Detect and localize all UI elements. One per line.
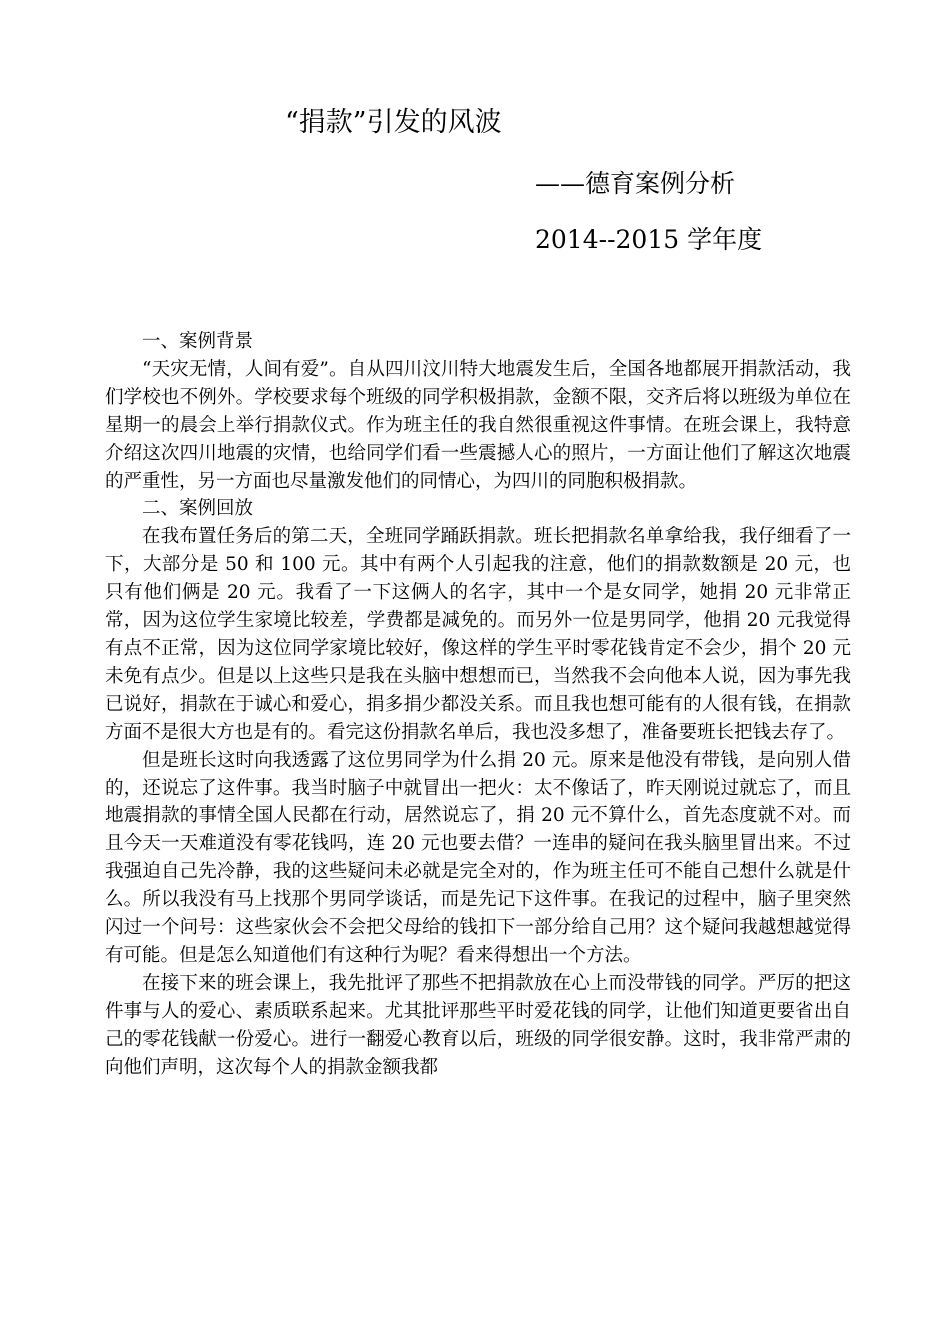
review-paragraph-2: 但是班长这时向我透露了这位男同学为什么捐 20 元。原来是他没有带钱，是向别人借的，还说忘了这件事。我当时脑子中就冒出一把火：太不像话了，昨天刚说过就忘了，而且地震捐款的事情全国人民都在行动，居然说忘了，捐 20 元不算什么，首先态度就不对。而且今天一天难道没有零花钱吗，连 20 元也要去借？一连串的疑问在我头脑里冒出来。不过我强迫自己先冷静，我的这些疑问未必就是完全对的，作为班主任可不能自己想什么就是什么。所以我没有马上找那个男同学谈话，而是先记下这件事。在我记的过程中，脑子里突然闪过一个问号：这些家伙会不会把父母给的钱扣下一部分给自己用？这个疑问我越想越觉得有可能。但是怎么知道他们有这种行为呢？看来得想出一个方法。: [105, 749, 851, 966]
section-heading-review: 二、案例回放: [142, 498, 254, 520]
document-body: [105, 328, 851, 1081]
document-title: “捐款”引发的风波: [285, 107, 502, 138]
review-paragraph-3: 在接下来的班会课上，我先批评了那些不把捐款放在心上而没带钱的同学。严厉的把这件事与人的爱心、素质联系起来。尤其批评那些平时爱花钱的同学，让他们知道更要省出自己的零花钱献一份爱心。进行一翻爱心教育以后，班级的同学很安静。这时，我非常严肃的向他们声明，这次每个人的捐款金额我都: [105, 972, 851, 1078]
background-paragraph: “天灾无情，人间有爱”。自从四川汶川特大地震发生后，全国各地都展开捐款活动，我们学校也不例外。学校要求每个班级的同学积极捐款，金额不限，交齐后将以班级为单位在星期一的晨会上举行捐款仪式。作为班主任的我自然很重视这件事情。在班会课上，我特意介绍这次四川地震的灾情，也给同学们看一些震撼人心的照片，一方面让他们了解这次地震的严重性，另一方面也尽量激发他们的同情心，为四川的同胞积极捐款。: [105, 358, 851, 492]
section-heading-background: 一、案例背景: [142, 331, 254, 352]
document-subtitle: ——德育案例分析: [535, 169, 736, 198]
review-paragraph-1: 在我布置任务后的第二天，全班同学踊跃捐款。班长把捐款名单拿给我，我仔细看了一下，大部分是 50 和 100 元。其中有两个人引起我的注意，他们的捐款数额是 20 元，也只有他们俩是 20 元。我看了一下这俩人的名字，其中一个是女同学，她捐 20 元非常正常，因为这位学生家境比较差，学费都是减免的。而另外一位是男同学，他捐 20 元我觉得有点不正常，因为这位同学家境比较好，像这样的学生平时零花钱肯定不会少，捐个 20 元未免有点少。但是以上这些只是我在头脑中想想而已，当然我不会向他本人说，因为事先我已说好，捐款在于诚心和爱心，捐多捐少都没关系。而且我也想可能有的人很有钱，在捐款方面不是很大方也是有的。看完这份捐款名单后，我也没多想了，准备要班长把钱去存了。: [105, 526, 851, 743]
document-year: 2014--2015 学年度: [535, 225, 763, 254]
